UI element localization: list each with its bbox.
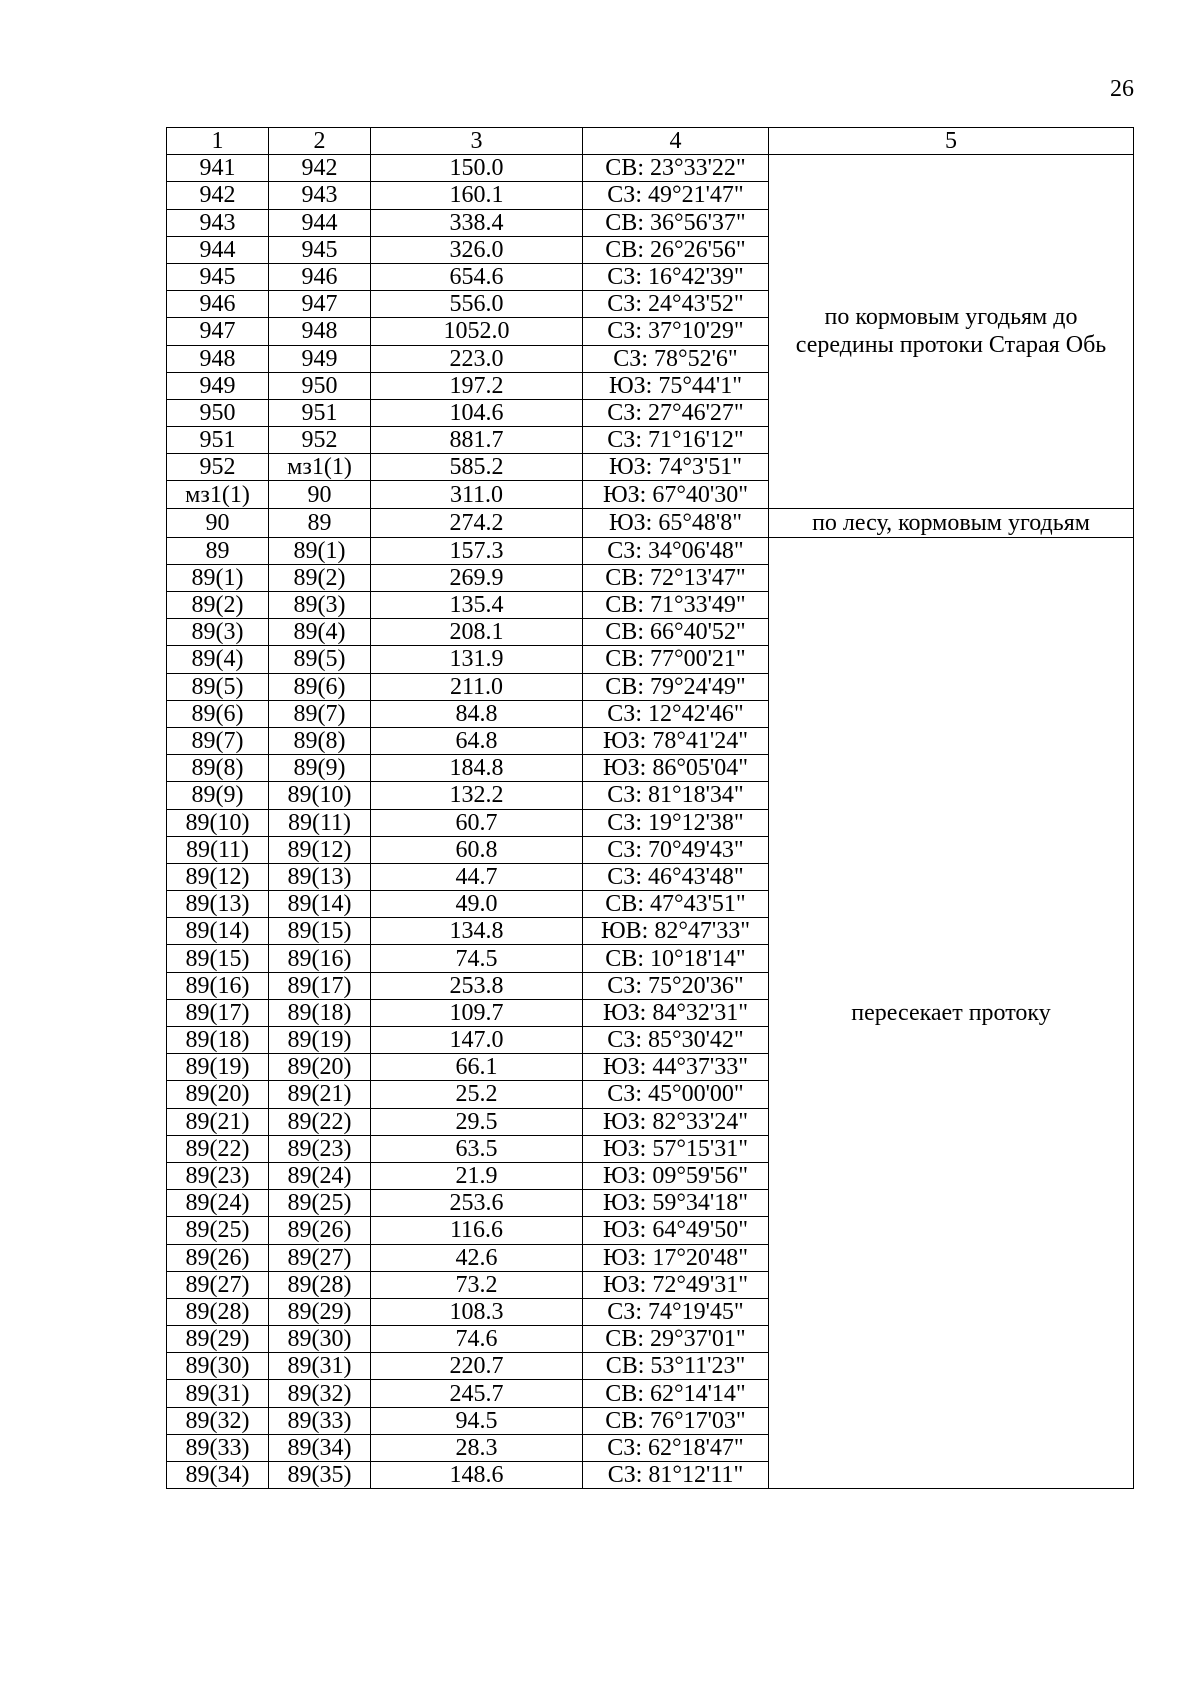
bearing-cell: ЮЗ: 86°05'04" — [583, 755, 769, 782]
to-point-cell: 89(16) — [269, 945, 371, 972]
length-cell: 881.7 — [371, 427, 583, 454]
bearing-cell: ЮЗ: 74°3'51" — [583, 454, 769, 481]
bearing-cell: ЮВ: 82°47'33" — [583, 918, 769, 945]
from-point-cell: 89 — [167, 537, 269, 564]
length-cell: 253.8 — [371, 972, 583, 999]
to-point-cell: 89(10) — [269, 782, 371, 809]
to-point-cell: 89(26) — [269, 1217, 371, 1244]
bearing-cell: СЗ: 34°06'48" — [583, 537, 769, 564]
to-point-cell: 89 — [269, 508, 371, 537]
from-point-cell: 89(13) — [167, 891, 269, 918]
to-point-cell: 89(32) — [269, 1380, 371, 1407]
bearing-cell: СЗ: 49°21'47" — [583, 182, 769, 209]
from-point-cell: 89(2) — [167, 592, 269, 619]
to-point-cell: 89(19) — [269, 1027, 371, 1054]
to-point-cell: 89(11) — [269, 809, 371, 836]
to-point-cell: 89(13) — [269, 863, 371, 890]
table-row — [167, 537, 1134, 564]
to-point-cell: 89(20) — [269, 1054, 371, 1081]
length-cell: 148.6 — [371, 1462, 583, 1489]
to-point-cell: 89(7) — [269, 700, 371, 727]
bearing-cell: СЗ: 45°00'00" — [583, 1081, 769, 1108]
bearing-cell: СЗ: 81°18'34" — [583, 782, 769, 809]
to-point-cell: 89(3) — [269, 592, 371, 619]
bearing-cell: СЗ: 81°12'11" — [583, 1462, 769, 1489]
from-point-cell: 89(9) — [167, 782, 269, 809]
table-header-row — [167, 128, 1134, 155]
to-point-cell: 89(28) — [269, 1271, 371, 1298]
to-point-cell: мз1(1) — [269, 454, 371, 481]
to-point-cell: 90 — [269, 481, 371, 508]
bearing-cell: СВ: 23°33'22" — [583, 155, 769, 182]
page-number: 26 — [1110, 76, 1134, 102]
bearing-cell: СВ: 72°13'47" — [583, 564, 769, 591]
from-point-cell: 951 — [167, 427, 269, 454]
from-point-cell: 89(14) — [167, 918, 269, 945]
boundary-description-cell: по лесу, кормовым угодьям — [769, 508, 1134, 537]
length-cell: 63.5 — [371, 1135, 583, 1162]
from-point-cell: 89(12) — [167, 863, 269, 890]
length-cell: 184.8 — [371, 755, 583, 782]
from-point-cell: 89(23) — [167, 1162, 269, 1189]
from-point-cell: 89(15) — [167, 945, 269, 972]
from-point-cell: 89(30) — [167, 1353, 269, 1380]
bearing-cell: СЗ: 70°49'43" — [583, 836, 769, 863]
from-point-cell: 89(24) — [167, 1190, 269, 1217]
length-cell: 74.5 — [371, 945, 583, 972]
from-point-cell: 89(1) — [167, 564, 269, 591]
bearing-cell: СВ: 76°17'03" — [583, 1407, 769, 1434]
length-cell: 94.5 — [371, 1407, 583, 1434]
bearing-cell: ЮЗ: 44°37'33" — [583, 1054, 769, 1081]
from-point-cell: 89(21) — [167, 1108, 269, 1135]
from-point-cell: 89(11) — [167, 836, 269, 863]
length-cell: 132.2 — [371, 782, 583, 809]
length-cell: 311.0 — [371, 481, 583, 508]
length-cell: 556.0 — [371, 291, 583, 318]
bearing-cell: СВ: 62°14'14" — [583, 1380, 769, 1407]
length-cell: 66.1 — [371, 1054, 583, 1081]
bearing-cell: СВ: 26°26'56" — [583, 236, 769, 263]
length-cell: 220.7 — [371, 1353, 583, 1380]
length-cell: 84.8 — [371, 700, 583, 727]
from-point-cell: 943 — [167, 209, 269, 236]
boundary-description-cell: по кормовым угодьям до середины протоки Старая Обь — [769, 155, 1134, 508]
bearing-cell: ЮЗ: 57°15'31" — [583, 1135, 769, 1162]
from-point-cell: 942 — [167, 182, 269, 209]
from-point-cell: 89(19) — [167, 1054, 269, 1081]
to-point-cell: 89(31) — [269, 1353, 371, 1380]
bearing-cell: СВ: 47°43'51" — [583, 891, 769, 918]
to-point-cell: 89(17) — [269, 972, 371, 999]
to-point-cell: 89(18) — [269, 999, 371, 1026]
bearing-cell: СЗ: 24°43'52" — [583, 291, 769, 318]
to-point-cell: 951 — [269, 399, 371, 426]
to-point-cell: 89(9) — [269, 755, 371, 782]
to-point-cell: 89(24) — [269, 1162, 371, 1189]
from-point-cell: 89(10) — [167, 809, 269, 836]
to-point-cell: 89(29) — [269, 1298, 371, 1325]
to-point-cell: 89(25) — [269, 1190, 371, 1217]
bearing-cell: СЗ: 12°42'46" — [583, 700, 769, 727]
from-point-cell: 90 — [167, 508, 269, 537]
from-point-cell: 89(8) — [167, 755, 269, 782]
bearing-cell: СЗ: 85°30'42" — [583, 1027, 769, 1054]
length-cell: 326.0 — [371, 236, 583, 263]
to-point-cell: 944 — [269, 209, 371, 236]
length-cell: 104.6 — [371, 399, 583, 426]
bearing-cell: ЮЗ: 75°44'1" — [583, 372, 769, 399]
from-point-cell: 950 — [167, 399, 269, 426]
to-point-cell: 89(22) — [269, 1108, 371, 1135]
length-cell: 208.1 — [371, 619, 583, 646]
length-cell: 211.0 — [371, 673, 583, 700]
to-point-cell: 943 — [269, 182, 371, 209]
bearing-cell: ЮЗ: 72°49'31" — [583, 1271, 769, 1298]
from-point-cell: 89(34) — [167, 1462, 269, 1489]
from-point-cell: 89(28) — [167, 1298, 269, 1325]
to-point-cell: 89(12) — [269, 836, 371, 863]
length-cell: 64.8 — [371, 727, 583, 754]
length-cell: 42.6 — [371, 1244, 583, 1271]
table-row — [167, 155, 1134, 182]
header-cell-col-3: 3 — [371, 128, 583, 155]
from-point-cell: 945 — [167, 263, 269, 290]
from-point-cell: 952 — [167, 454, 269, 481]
from-point-cell: 946 — [167, 291, 269, 318]
from-point-cell: мз1(1) — [167, 481, 269, 508]
bearing-cell: СВ: 77°00'21" — [583, 646, 769, 673]
boundary-table — [166, 127, 1134, 1489]
bearing-cell: СВ: 79°24'49" — [583, 673, 769, 700]
from-point-cell: 89(22) — [167, 1135, 269, 1162]
length-cell: 60.7 — [371, 809, 583, 836]
to-point-cell: 946 — [269, 263, 371, 290]
length-cell: 274.2 — [371, 508, 583, 537]
from-point-cell: 89(7) — [167, 727, 269, 754]
length-cell: 73.2 — [371, 1271, 583, 1298]
length-cell: 1052.0 — [371, 318, 583, 345]
from-point-cell: 949 — [167, 372, 269, 399]
length-cell: 223.0 — [371, 345, 583, 372]
length-cell: 197.2 — [371, 372, 583, 399]
from-point-cell: 89(25) — [167, 1217, 269, 1244]
length-cell: 338.4 — [371, 209, 583, 236]
header-cell-col-2: 2 — [269, 128, 371, 155]
bearing-cell: СЗ: 19°12'38" — [583, 809, 769, 836]
bearing-cell: ЮЗ: 82°33'24" — [583, 1108, 769, 1135]
to-point-cell: 89(8) — [269, 727, 371, 754]
to-point-cell: 89(15) — [269, 918, 371, 945]
length-cell: 585.2 — [371, 454, 583, 481]
header-cell-col-5: 5 — [769, 128, 1134, 155]
from-point-cell: 89(3) — [167, 619, 269, 646]
from-point-cell: 948 — [167, 345, 269, 372]
bearing-cell: СЗ: 46°43'48" — [583, 863, 769, 890]
header-cell-col-1: 1 — [167, 128, 269, 155]
length-cell: 44.7 — [371, 863, 583, 890]
bearing-cell: ЮЗ: 65°48'8" — [583, 508, 769, 537]
length-cell: 245.7 — [371, 1380, 583, 1407]
bearing-cell: СЗ: 71°16'12" — [583, 427, 769, 454]
length-cell: 74.6 — [371, 1326, 583, 1353]
to-point-cell: 89(14) — [269, 891, 371, 918]
bearing-cell: СЗ: 78°52'6" — [583, 345, 769, 372]
boundary-description-cell: пересекает протоку — [769, 537, 1134, 1489]
to-point-cell: 89(2) — [269, 564, 371, 591]
bearing-cell: СЗ: 75°20'36" — [583, 972, 769, 999]
bearing-cell: ЮЗ: 84°32'31" — [583, 999, 769, 1026]
to-point-cell: 89(23) — [269, 1135, 371, 1162]
to-point-cell: 89(5) — [269, 646, 371, 673]
length-cell: 157.3 — [371, 537, 583, 564]
length-cell: 150.0 — [371, 155, 583, 182]
from-point-cell: 89(27) — [167, 1271, 269, 1298]
bearing-cell: ЮЗ: 78°41'24" — [583, 727, 769, 754]
to-point-cell: 89(1) — [269, 537, 371, 564]
to-point-cell: 89(6) — [269, 673, 371, 700]
to-point-cell: 89(35) — [269, 1462, 371, 1489]
to-point-cell: 945 — [269, 236, 371, 263]
bearing-cell: СВ: 36°56'37" — [583, 209, 769, 236]
length-cell: 134.8 — [371, 918, 583, 945]
to-point-cell: 89(27) — [269, 1244, 371, 1271]
bearing-cell: СЗ: 16°42'39" — [583, 263, 769, 290]
from-point-cell: 89(26) — [167, 1244, 269, 1271]
to-point-cell: 947 — [269, 291, 371, 318]
to-point-cell: 89(4) — [269, 619, 371, 646]
from-point-cell: 89(16) — [167, 972, 269, 999]
from-point-cell: 89(6) — [167, 700, 269, 727]
to-point-cell: 89(21) — [269, 1081, 371, 1108]
from-point-cell: 941 — [167, 155, 269, 182]
length-cell: 60.8 — [371, 836, 583, 863]
length-cell: 21.9 — [371, 1162, 583, 1189]
bearing-cell: СВ: 66°40'52" — [583, 619, 769, 646]
length-cell: 654.6 — [371, 263, 583, 290]
length-cell: 49.0 — [371, 891, 583, 918]
from-point-cell: 947 — [167, 318, 269, 345]
to-point-cell: 89(33) — [269, 1407, 371, 1434]
bearing-cell: ЮЗ: 67°40'30" — [583, 481, 769, 508]
bearing-cell: ЮЗ: 09°59'56" — [583, 1162, 769, 1189]
table-body — [167, 155, 1134, 1489]
to-point-cell: 942 — [269, 155, 371, 182]
to-point-cell: 950 — [269, 372, 371, 399]
length-cell: 147.0 — [371, 1027, 583, 1054]
bearing-cell: СВ: 10°18'14" — [583, 945, 769, 972]
length-cell: 253.6 — [371, 1190, 583, 1217]
bearing-cell: СВ: 53°11'23" — [583, 1353, 769, 1380]
from-point-cell: 89(4) — [167, 646, 269, 673]
length-cell: 25.2 — [371, 1081, 583, 1108]
to-point-cell: 952 — [269, 427, 371, 454]
length-cell: 269.9 — [371, 564, 583, 591]
length-cell: 135.4 — [371, 592, 583, 619]
bearing-cell: СВ: 29°37'01" — [583, 1326, 769, 1353]
length-cell: 28.3 — [371, 1434, 583, 1461]
length-cell: 108.3 — [371, 1298, 583, 1325]
header-cell-col-4: 4 — [583, 128, 769, 155]
length-cell: 109.7 — [371, 999, 583, 1026]
to-point-cell: 949 — [269, 345, 371, 372]
length-cell: 160.1 — [371, 182, 583, 209]
table-row — [167, 508, 1134, 537]
from-point-cell: 89(18) — [167, 1027, 269, 1054]
from-point-cell: 944 — [167, 236, 269, 263]
to-point-cell: 948 — [269, 318, 371, 345]
to-point-cell: 89(34) — [269, 1434, 371, 1461]
from-point-cell: 89(31) — [167, 1380, 269, 1407]
to-point-cell: 89(30) — [269, 1326, 371, 1353]
from-point-cell: 89(17) — [167, 999, 269, 1026]
bearing-cell: СЗ: 27°46'27" — [583, 399, 769, 426]
from-point-cell: 89(29) — [167, 1326, 269, 1353]
bearing-cell: ЮЗ: 17°20'48" — [583, 1244, 769, 1271]
bearing-cell: ЮЗ: 64°49'50" — [583, 1217, 769, 1244]
bearing-cell: ЮЗ: 59°34'18" — [583, 1190, 769, 1217]
from-point-cell: 89(5) — [167, 673, 269, 700]
from-point-cell: 89(33) — [167, 1434, 269, 1461]
from-point-cell: 89(32) — [167, 1407, 269, 1434]
length-cell: 29.5 — [371, 1108, 583, 1135]
bearing-cell: СЗ: 37°10'29" — [583, 318, 769, 345]
bearing-cell: СЗ: 62°18'47" — [583, 1434, 769, 1461]
length-cell: 116.6 — [371, 1217, 583, 1244]
bearing-cell: СЗ: 74°19'45" — [583, 1298, 769, 1325]
from-point-cell: 89(20) — [167, 1081, 269, 1108]
length-cell: 131.9 — [371, 646, 583, 673]
bearing-cell: СВ: 71°33'49" — [583, 592, 769, 619]
